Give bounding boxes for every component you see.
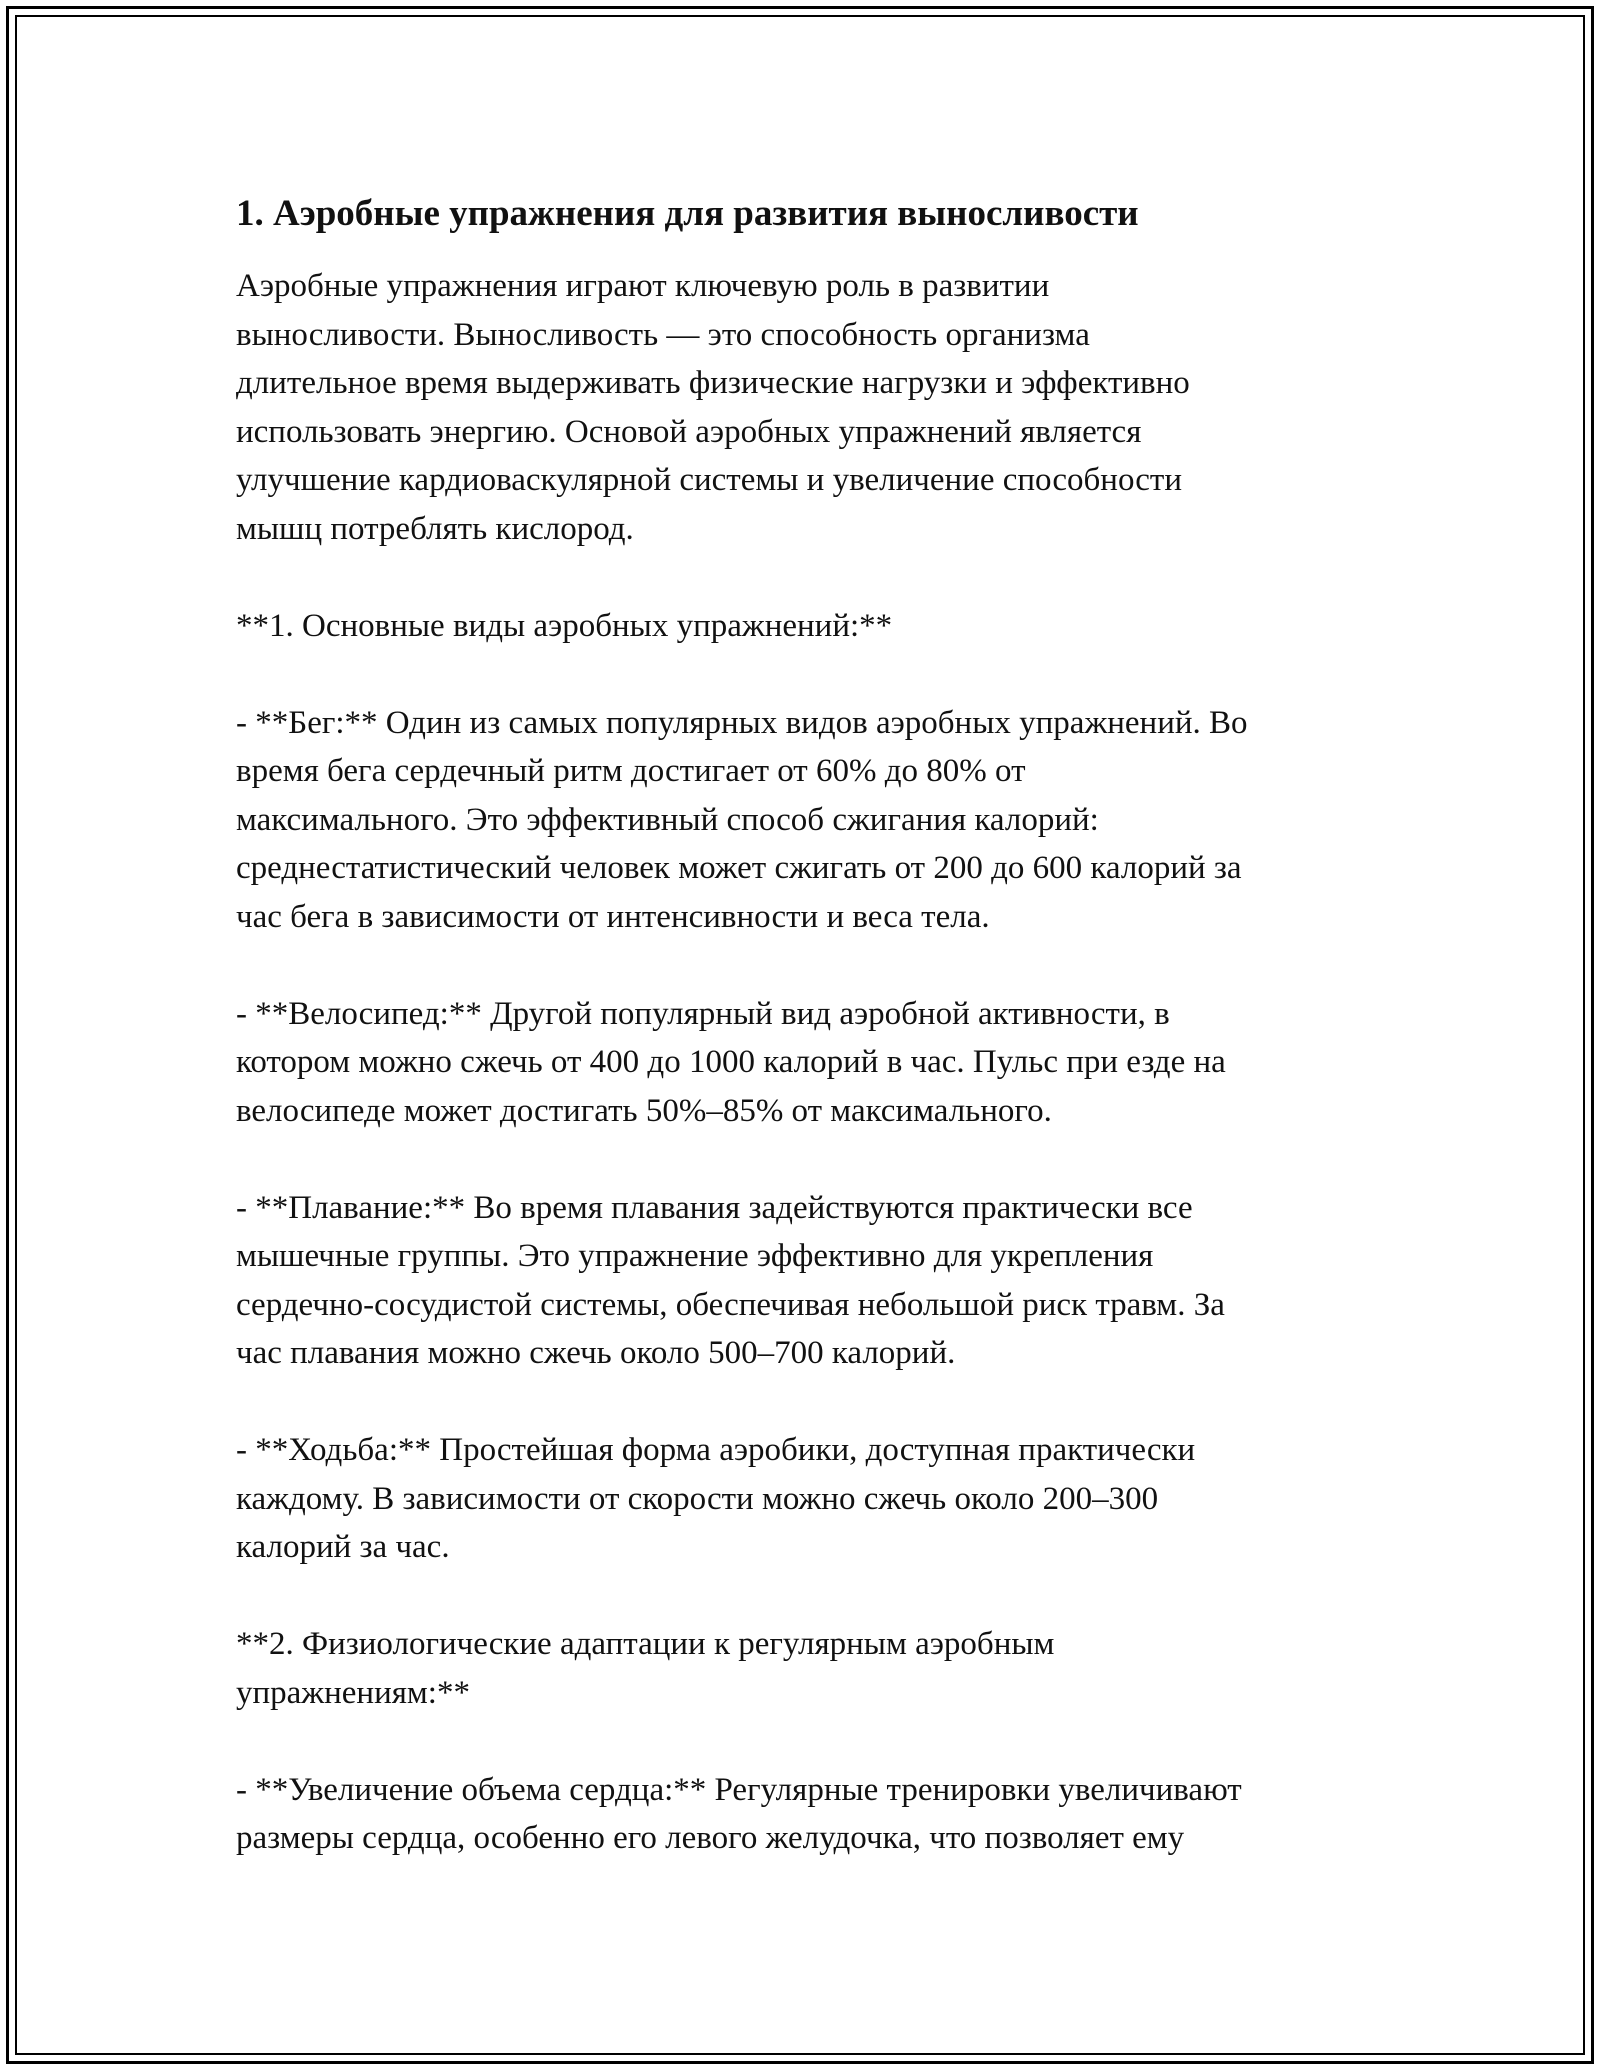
list-item-running: - **Бег:** Один из самых популярных видов аэробных упражнений. Во время бега сердечный ритм достигает от 60% до 80% от максимального. Это эффективный способ сжигания калорий: среднестатистический человек может сжигать от 200 до 600 калорий за час бега в зависимости от интенсивности и веса тела.: [236, 704, 1248, 935]
document-body: [236, 186, 1376, 1911]
subheading-types: **1. Основные виды аэробных упражнений:**: [236, 607, 893, 644]
list-item-swimming: - **Плавание:** Во время плавания задействуются практически все мышечные группы. Это упражнение эффективно для укрепления сердечно-сосудистой системы, обеспечивая небольшой риск травм. За час плавания можно сжечь около 500–700 калорий.: [236, 1189, 1225, 1371]
list-item-walking: - **Ходьба:** Простейшая форма аэробики, доступная практически каждому. В зависимости от скорости можно сжечь около 200–300 калорий за час.: [236, 1432, 1196, 1565]
list-item-heart-volume: - **Увеличение объема сердца:** Регулярные тренировки увеличивают размеры сердца, особенно его левого желудочка, что позволяет ему: [236, 1771, 1242, 1856]
subheading-adaptations: **2. Физиологические адаптации к регулярным аэробным упражнениям:**: [236, 1626, 1055, 1711]
list-item-cycling: - **Велосипед:** Другой популярный вид аэробной активности, в котором можно сжечь от 400 до 1000 калорий в час. Пульс при езде на велосипеде может достигать 50%–85% от максимального.: [236, 995, 1226, 1129]
intro-paragraph: Аэробные упражнения играют ключевую роль в развитии выносливости. Выносливость — это способность организма длительное время выдерживать физические нагрузки и эффективно использовать энергию. Основой аэробных упражнений является улучшение кардиоваскулярной системы и увеличение способности мышц потреблять кислород.: [236, 268, 1190, 547]
section-heading: 1. Аэробные упражнения для развития выносливости: [236, 193, 1139, 234]
